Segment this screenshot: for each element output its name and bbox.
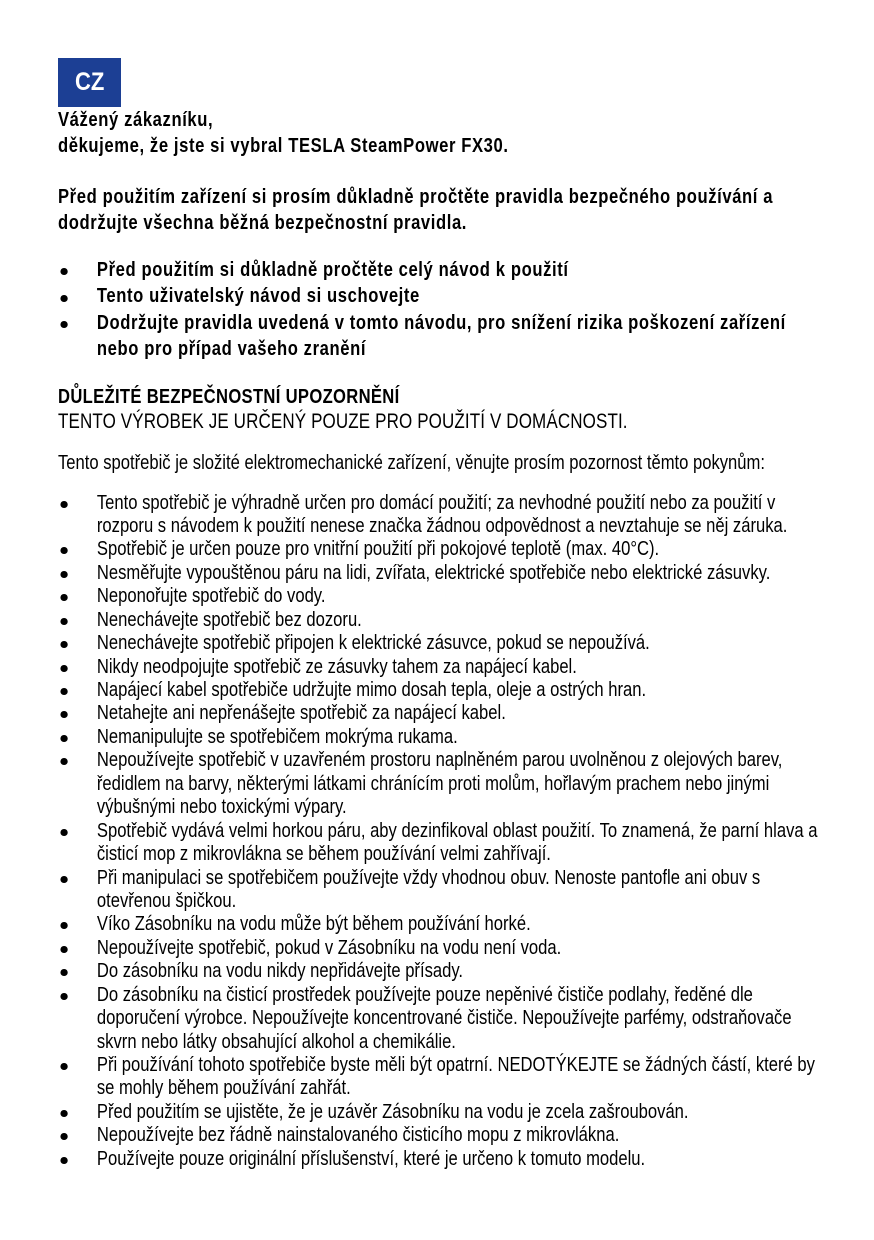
safety-item-text: Nepoužívejte spotřebič, pokud v Zásobníku na vodu není voda. — [96, 935, 562, 959]
bullet-icon — [60, 922, 67, 929]
key-point-text: Dodržujte pravidla uvedená v tomto návodu, pro snížení rizika poškození zařízení — [96, 310, 786, 334]
bullet-icon — [60, 571, 67, 578]
safety-item — [58, 725, 817, 748]
key-points-list — [58, 257, 786, 362]
safety-subheading: TENTO VÝROBEK JE URČENÝ POUZE PRO POUŽITÍ V DOMÁCNOSTI. — [58, 410, 628, 433]
safety-item-text: Nepoužívejte bez řádně nainstalovaného čisticího mopu z mikrovlákna. — [96, 1123, 620, 1147]
bullet-icon — [60, 268, 67, 275]
safety-item-text: Nesměřujte vypouštěnou páru na lidi, zvířata, elektrické spotřebiče nebo elektrické zásuvky. — [96, 560, 771, 584]
bullet-icon — [60, 829, 67, 836]
safety-item — [58, 1147, 817, 1170]
safety-list — [58, 491, 817, 1171]
key-point-text: Před použitím si důkladně pročtěte celý návod k použití — [96, 258, 569, 281]
safety-item-text: Netahejte ani nepřenášejte spotřebič za napájecí kabel. — [96, 701, 506, 725]
safety-item — [58, 912, 817, 935]
safety-item — [58, 748, 817, 818]
safety-item — [58, 655, 817, 678]
safety-item-text: čisticí mop z mikrovlákna se během používání velmi zahřívají. — [96, 842, 551, 866]
safety-item — [58, 537, 817, 560]
safety-item-text: Před použitím se ujistěte, že je uzávěr Zásobníku na vodu je zcela zašroubován. — [96, 1099, 689, 1123]
safety-item-text: Tento spotřebič je výhradně určen pro domácí použití; za nevhodné použití nebo za použití v — [96, 490, 776, 514]
safety-item-text: Nepoužívejte spotřebič v uzavřeném prostoru naplněném parou uvolněnou z olejových barev, — [96, 748, 783, 772]
safety-item-text: Spotřebič je určen pouze pro vnitřní použití při pokojové teplotě (max. 40°C). — [96, 537, 660, 561]
safety-item-text: Neponořujte spotřebič do vody. — [96, 584, 326, 608]
safety-item — [58, 1053, 817, 1100]
bullet-icon — [60, 1110, 67, 1117]
bullet-icon — [60, 688, 67, 695]
safety-item-text: otevřenou špičkou. — [96, 888, 237, 912]
safety-item-text: Nikdy neodpojujte spotřebič ze zásuvky tahem za napájecí kabel. — [96, 654, 577, 678]
safety-item-text: se mohly během používání zahřát. — [96, 1076, 351, 1100]
intro-paragraph — [58, 184, 773, 237]
safety-item — [58, 959, 817, 982]
safety-item-text: Napájecí kabel spotřebiče udržujte mimo dosah tepla, oleje a ostrých hran. — [96, 678, 647, 701]
intro-line: Před použitím zařízení si prosím důkladně pročtěte pravidla bezpečného používání a — [58, 185, 774, 208]
bullet-icon — [60, 711, 67, 718]
intro-line: dodržujte všechna běžná bezpečnostní pravidla. — [58, 211, 468, 235]
bullet-icon — [60, 969, 67, 976]
safety-item — [58, 631, 817, 654]
bullet-icon — [60, 665, 67, 672]
key-point-item — [58, 283, 786, 309]
safety-item — [58, 936, 817, 959]
safety-item-text: Víko Zásobníku na vodu může být během používání horké. — [96, 912, 531, 936]
greeting-line: Vážený zákazníku, — [58, 108, 214, 131]
safety-item-text: Při používání tohoto spotřebiče byste měli být opatrní. NEDOTÝKEJTE se žádných částí, které by — [96, 1053, 815, 1076]
safety-item-text: doporučení výrobce. Nepoužívejte koncentrované čističe. Nepoužívejte parfémy, odstraňovače — [96, 1006, 792, 1030]
greeting — [58, 107, 509, 160]
safety-item — [58, 561, 817, 584]
safety-item — [58, 1123, 817, 1146]
safety-item-text: ředidlem na barvy, některými látkami chránícím proti molům, hořlavým prachem nebo jinými — [96, 771, 770, 795]
bullet-icon — [60, 735, 67, 742]
safety-item — [58, 866, 817, 913]
safety-item-text: Nenechávejte spotřebič připojen k elektrické zásuvce, pokud se nepoužívá. — [96, 631, 650, 655]
safety-item — [58, 584, 817, 607]
safety-heading: DŮLEŽITÉ BEZPEČNOSTNÍ UPOZORNĚNÍ — [58, 385, 400, 408]
safety-item-text: Do zásobníku na čisticí prostředek používejte pouze nepěnivé čističe podlahy, ředěné dle — [96, 982, 753, 1006]
bullet-icon — [60, 876, 67, 883]
safety-item — [58, 983, 817, 1053]
safety-item — [58, 491, 817, 538]
bullet-icon — [60, 993, 67, 1000]
bullet-icon — [60, 618, 67, 625]
bullet-icon — [60, 946, 67, 953]
safety-item — [58, 701, 817, 724]
key-point-text: Tento uživatelský návod si uschovejte — [96, 284, 420, 308]
safety-item-text: Používejte pouze originální příslušenství, které je určeno k tomuto modelu. — [96, 1146, 646, 1170]
safety-intro-text: Tento spotřebič je složité elektromechanické zařízení, věnujte prosím pozornost těmto pokynům: — [58, 450, 765, 474]
safety-item — [58, 1100, 817, 1123]
safety-item — [58, 678, 817, 701]
bullet-icon — [60, 321, 67, 328]
key-point-item — [58, 257, 786, 283]
safety-item-text: Nenechávejte spotřebič bez dozoru. — [96, 607, 362, 631]
bullet-icon — [60, 295, 67, 302]
key-point-text: nebo pro případ vašeho zranění — [96, 336, 367, 360]
greeting-line: děkujeme, že jste si vybral TESLA SteamPower FX30. — [58, 134, 509, 158]
safety-item-text: rozporu s návodem k použití nenese značka žádnou odpovědnost a nevztahuje se něj záruka. — [96, 513, 788, 537]
key-point-item — [58, 310, 786, 363]
bullet-icon — [60, 547, 67, 554]
safety-item-text: Při manipulaci se spotřebičem používejte vždy vhodnou obuv. Nenoste pantofle ani obuv s — [96, 865, 761, 889]
bullet-icon — [60, 1133, 67, 1140]
bullet-icon — [60, 1157, 67, 1164]
document-content — [58, 0, 836, 1240]
bullet-icon — [60, 594, 67, 601]
safety-item-text: Nemanipulujte se spotřebičem mokrýma rukama. — [96, 724, 458, 748]
safety-intro — [58, 451, 765, 474]
bullet-icon — [60, 1063, 67, 1070]
safety-item-text: skvrn nebo látky obsahující alkohol a chemikálie. — [96, 1029, 456, 1053]
bullet-icon — [60, 501, 67, 508]
safety-item — [58, 819, 817, 866]
safety-item-text: Do zásobníku na vodu nikdy nepřidávejte přísady. — [96, 959, 464, 983]
safety-item-text: výbušnými nebo toxickými výpary. — [96, 795, 347, 819]
safety-item-text: Spotřebič vydává velmi horkou páru, aby dezinfikoval oblast použití. To znamená, že parní hlava a — [96, 818, 818, 842]
language-badge-label: CZ — [74, 68, 105, 96]
safety-item — [58, 608, 817, 631]
bullet-icon — [60, 758, 67, 765]
bullet-icon — [60, 641, 67, 648]
